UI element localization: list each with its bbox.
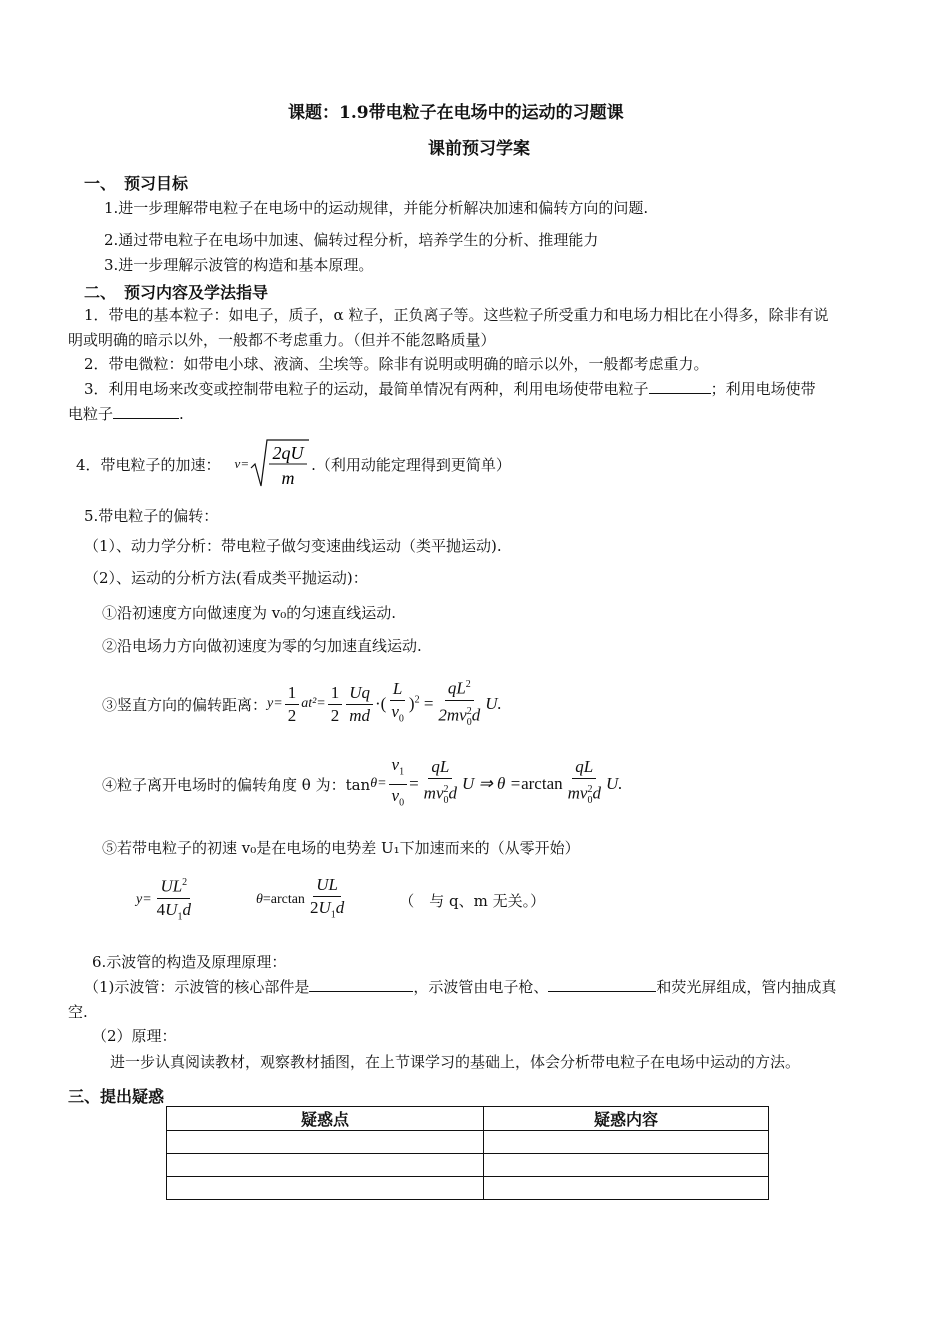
paragraph-3a-text: 3．利用电场来改变或控制带电粒子的运动，最简单情况有两种，利用电场使带电粒子: [84, 380, 649, 398]
initial-velocity-formula: [136, 872, 545, 928]
deflection-angle-formula: [102, 756, 622, 812]
frac-v1-v0: $\frac{v_1}{v_0}$: [389, 754, 408, 814]
section-2-heading: 二、 预习内容及学法指导: [84, 283, 269, 302]
questions-table: [166, 1106, 769, 1200]
table-cell[interactable]: [167, 1177, 484, 1200]
paragraph-6-1-end: 空.: [68, 1003, 88, 1021]
paragraph-6-1-tail: 和荧光屏组成，管内抽成真: [656, 978, 837, 996]
frac-ul: $\frac{UL}{2U_1d}$: [309, 874, 345, 921]
acceleration-formula: [76, 438, 511, 490]
table-cell[interactable]: [484, 1154, 769, 1177]
table-row: [167, 1154, 769, 1177]
paragraph-3a: [84, 377, 816, 401]
circle-item-2: ②沿电场力方向做初速度为零的匀加速直线运动.: [102, 637, 422, 655]
paragraph-5: 5.带电粒子的偏转：: [84, 507, 219, 525]
deflection-angle-label: ④粒子离开电场时的偏转角度 θ 为：tan: [102, 775, 371, 794]
deflection-distance-formula: [102, 676, 502, 732]
deflection-distance-label: ③竖直方向的偏转距离：: [102, 695, 268, 714]
paragraph-6-2: （2）原理：: [92, 1027, 177, 1045]
paragraph-2: 2．带电微粒：如带电小球、液滴、尘埃等。除非有说明或明确的暗示以外，一般都考虑重力。: [84, 355, 709, 373]
circle-item-1: ①沿初速度方向做速度为 v₀的匀速直线运动.: [102, 604, 397, 622]
formula-implies: U ⇒ θ =arctan: [462, 774, 563, 793]
frac-ql-mv02d-2: $\frac{qL}{mv_0^2d}$: [567, 756, 601, 807]
formula-square: )$^2$ =: [408, 694, 434, 713]
formula-dot: ·(: [375, 694, 387, 713]
blank-deflect[interactable]: [113, 404, 179, 419]
paragraph-3b: [68, 402, 184, 426]
formula-y-eq-2: y=: [136, 892, 152, 907]
sqrt-formula: [249, 438, 311, 490]
table-row: [167, 1131, 769, 1154]
paragraph-3b-end: .: [179, 405, 184, 423]
blank-component[interactable]: [548, 977, 656, 992]
sqrt-denominator: m: [281, 468, 295, 488]
frac-half-2: $\frac{1}{2}$: [328, 682, 343, 727]
section-3-heading: 三、提出疑惑: [68, 1087, 165, 1106]
formula-u-end: U.: [605, 774, 623, 793]
table-cell[interactable]: [484, 1177, 769, 1200]
page-subtitle: 课前预习学案: [428, 139, 530, 159]
paragraph-6-3: 进一步认真阅读教材，观察教材插图，在上节课学习的基础上，体会分析带电粒子在电场中运动的方法。: [110, 1053, 801, 1071]
paragraph-6-1: [84, 975, 836, 999]
frac-ql2: $\frac{qL^2}{2mv_0^2d}$: [435, 674, 483, 734]
paragraph-1a: 1．带电的基本粒子：如电子，质子，α 粒子，正负离子等。这些粒子所受重力和电场力相比在小得多，除非有说: [84, 306, 829, 324]
frac-ul2: $\frac{UL^2}{4U_1d}$: [154, 872, 194, 928]
paragraph-3a-tail: ；利用电场使带: [710, 380, 816, 398]
frac-ql-mv02d: $\frac{qL}{mv_0^2d}$: [423, 756, 457, 807]
blank-accelerate[interactable]: [649, 379, 711, 394]
velocity-symbol: v=: [234, 456, 250, 471]
paragraph-5-1: （1）、动力学分析：带电粒子做匀变速曲线运动（类平抛运动).: [84, 537, 502, 555]
acceleration-label: 4．带电粒子的加速：: [76, 455, 221, 474]
table-header-content: 疑惑内容: [484, 1107, 769, 1131]
paragraph-6-1-mid: ，示波管由电子枪、: [413, 978, 549, 996]
section-1-heading: 一、 预习目标: [84, 174, 189, 193]
formula-y-eq: y=: [267, 696, 283, 711]
table-cell[interactable]: [167, 1154, 484, 1177]
formula-at2: at²=: [301, 696, 326, 711]
paragraph-6-1-text: （1)示波管：示波管的核心部件是: [84, 978, 310, 996]
frac-uq-md: $\frac{Uq}{md}$: [346, 682, 373, 727]
table-header-row: [167, 1107, 769, 1131]
paragraph-6: 6.示波管的构造及原理原理：: [92, 953, 287, 971]
formula-eq: =: [409, 774, 419, 793]
blank-core-part[interactable]: [309, 977, 413, 992]
table-cell[interactable]: [167, 1131, 484, 1154]
paragraph-3b-text: 电粒子: [68, 405, 114, 423]
acceleration-note: .（利用动能定理得到更简单）: [311, 455, 511, 474]
table-header-point: 疑惑点: [167, 1107, 484, 1131]
paragraph-5-2: （2）、运动的分析方法(看成类平抛运动)：: [84, 569, 368, 587]
page-title: 课题：1.9带电粒子在电场中的运动的习题课: [288, 103, 624, 123]
goal-item-2: 2.通过带电粒子在电场中加速、偏转过程分析，培养学生的分析、推理能力: [104, 231, 599, 249]
formula-u: U.: [485, 694, 502, 713]
formula-note: （ 与 q、m 无关。）: [399, 891, 546, 910]
frac-half: $\frac{1}{2}$: [285, 682, 300, 727]
formula-theta-eq: θ=: [370, 776, 387, 791]
table-row: [167, 1177, 769, 1200]
goal-item-1: 1.进一步理解带电粒子在电场中的运动规律，并能分析解决加速和偏转方向的问题.: [104, 199, 649, 217]
goal-item-3: 3.进一步理解示波管的构造和基本原理。: [104, 256, 374, 274]
formula-theta-arctan: θ=arctan: [255, 892, 305, 907]
sqrt-numerator: 2qU: [272, 443, 304, 463]
frac-l-v0: $\frac{L}{v_0}$: [391, 678, 404, 725]
paragraph-1b: 明或明确的暗示以外，一般都不考虑重力。（但并不能忽略质量）: [68, 331, 496, 349]
table-cell[interactable]: [484, 1131, 769, 1154]
circle-item-5: ⑤若带电粒子的初速 v₀是在电场的电势差 U₁下加速而来的（从零开始）: [102, 839, 580, 857]
